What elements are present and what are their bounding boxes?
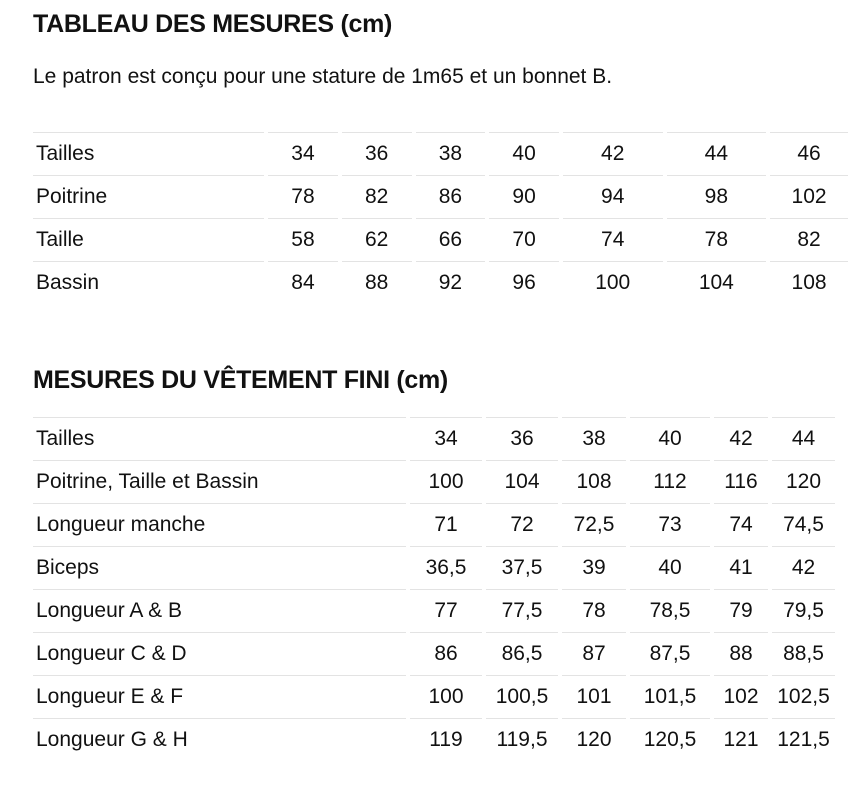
table-cell: 87,5 — [630, 632, 710, 675]
table-cell: 108 — [562, 460, 626, 503]
table-row — [33, 417, 835, 460]
table-cell: 78 — [268, 175, 338, 218]
table-cell: 41 — [714, 546, 768, 589]
table-cell: 88 — [714, 632, 768, 675]
row-label: Taille — [33, 218, 264, 261]
table-cell: 38 — [416, 132, 486, 175]
table-cell: 98 — [667, 175, 767, 218]
table-cell: 72 — [486, 503, 558, 546]
table-cell: 102,5 — [772, 675, 835, 718]
table-cell: 36 — [342, 132, 412, 175]
table-cell: 40 — [489, 132, 559, 175]
table-cell: 119,5 — [486, 718, 558, 761]
table-row — [33, 175, 848, 218]
row-label: Poitrine — [33, 175, 264, 218]
table-cell: 77 — [410, 589, 482, 632]
table-cell: 121 — [714, 718, 768, 761]
table-row — [33, 589, 835, 632]
table-cell: 34 — [410, 417, 482, 460]
row-label: Poitrine, Taille et Bassin — [33, 460, 406, 503]
table-row — [33, 546, 835, 589]
table-cell: 62 — [342, 218, 412, 261]
table-cell: 90 — [489, 175, 559, 218]
row-label: Tailles — [33, 132, 264, 175]
row-label: Biceps — [33, 546, 406, 589]
row-label: Longueur manche — [33, 503, 406, 546]
table-cell: 42 — [563, 132, 663, 175]
row-label: Longueur G & H — [33, 718, 406, 761]
table-cell: 36,5 — [410, 546, 482, 589]
table-cell: 108 — [770, 261, 848, 304]
table-cell: 58 — [268, 218, 338, 261]
table-row — [33, 632, 835, 675]
table-cell: 66 — [416, 218, 486, 261]
table-cell: 119 — [410, 718, 482, 761]
table-cell: 104 — [667, 261, 767, 304]
table-cell: 74 — [714, 503, 768, 546]
table-cell: 96 — [489, 261, 559, 304]
table-cell: 71 — [410, 503, 482, 546]
table-cell: 101,5 — [630, 675, 710, 718]
table-cell: 42 — [714, 417, 768, 460]
table-cell: 73 — [630, 503, 710, 546]
table-cell: 37,5 — [486, 546, 558, 589]
table-cell: 36 — [486, 417, 558, 460]
table-cell: 82 — [342, 175, 412, 218]
row-label: Tailles — [33, 417, 406, 460]
table-cell: 42 — [772, 546, 835, 589]
table-row — [33, 718, 835, 761]
row-label: Bassin — [33, 261, 264, 304]
table-cell: 88,5 — [772, 632, 835, 675]
table-cell: 40 — [630, 546, 710, 589]
table-cell: 79,5 — [772, 589, 835, 632]
table-cell: 39 — [562, 546, 626, 589]
body-measurements-title: TABLEAU DES MESURES (cm) — [33, 10, 393, 38]
table-cell: 82 — [770, 218, 848, 261]
table-cell: 92 — [416, 261, 486, 304]
table-cell: 77,5 — [486, 589, 558, 632]
table-cell: 101 — [562, 675, 626, 718]
table-row — [33, 218, 848, 261]
table-cell: 100 — [563, 261, 663, 304]
table-cell: 72,5 — [562, 503, 626, 546]
table-row — [33, 261, 848, 304]
row-label: Longueur A & B — [33, 589, 406, 632]
table-cell: 100,5 — [486, 675, 558, 718]
table-cell: 44 — [772, 417, 835, 460]
table-cell: 78,5 — [630, 589, 710, 632]
table-cell: 120,5 — [630, 718, 710, 761]
table-cell: 40 — [630, 417, 710, 460]
table-cell: 86,5 — [486, 632, 558, 675]
table-cell: 74,5 — [772, 503, 835, 546]
table-cell: 120 — [772, 460, 835, 503]
table-cell: 120 — [562, 718, 626, 761]
table-cell: 44 — [667, 132, 767, 175]
table-cell: 38 — [562, 417, 626, 460]
body-measurements-table — [33, 132, 848, 304]
table-cell: 74 — [563, 218, 663, 261]
table-cell: 102 — [714, 675, 768, 718]
table-cell: 116 — [714, 460, 768, 503]
row-label: Longueur C & D — [33, 632, 406, 675]
table-cell: 112 — [630, 460, 710, 503]
table-cell: 87 — [562, 632, 626, 675]
table-row — [33, 132, 848, 175]
table-cell: 46 — [770, 132, 848, 175]
table-cell: 94 — [563, 175, 663, 218]
table-cell: 100 — [410, 460, 482, 503]
table-row — [33, 675, 835, 718]
table-cell: 78 — [562, 589, 626, 632]
table-cell: 88 — [342, 261, 412, 304]
table-cell: 34 — [268, 132, 338, 175]
table-cell: 70 — [489, 218, 559, 261]
table-cell: 100 — [410, 675, 482, 718]
finished-garment-table — [33, 417, 835, 761]
table-cell: 121,5 — [772, 718, 835, 761]
table-cell: 104 — [486, 460, 558, 503]
row-label: Longueur E & F — [33, 675, 406, 718]
table-cell: 86 — [416, 175, 486, 218]
table-cell: 78 — [667, 218, 767, 261]
table-cell: 102 — [770, 175, 848, 218]
table-cell: 79 — [714, 589, 768, 632]
finished-garment-title: MESURES DU VÊTEMENT FINI (cm) — [33, 366, 448, 394]
pattern-note: Le patron est conçu pour une stature de 1m65 et un bonnet B. — [33, 65, 613, 88]
table-cell: 84 — [268, 261, 338, 304]
table-row — [33, 503, 835, 546]
table-row — [33, 460, 835, 503]
table-cell: 86 — [410, 632, 482, 675]
